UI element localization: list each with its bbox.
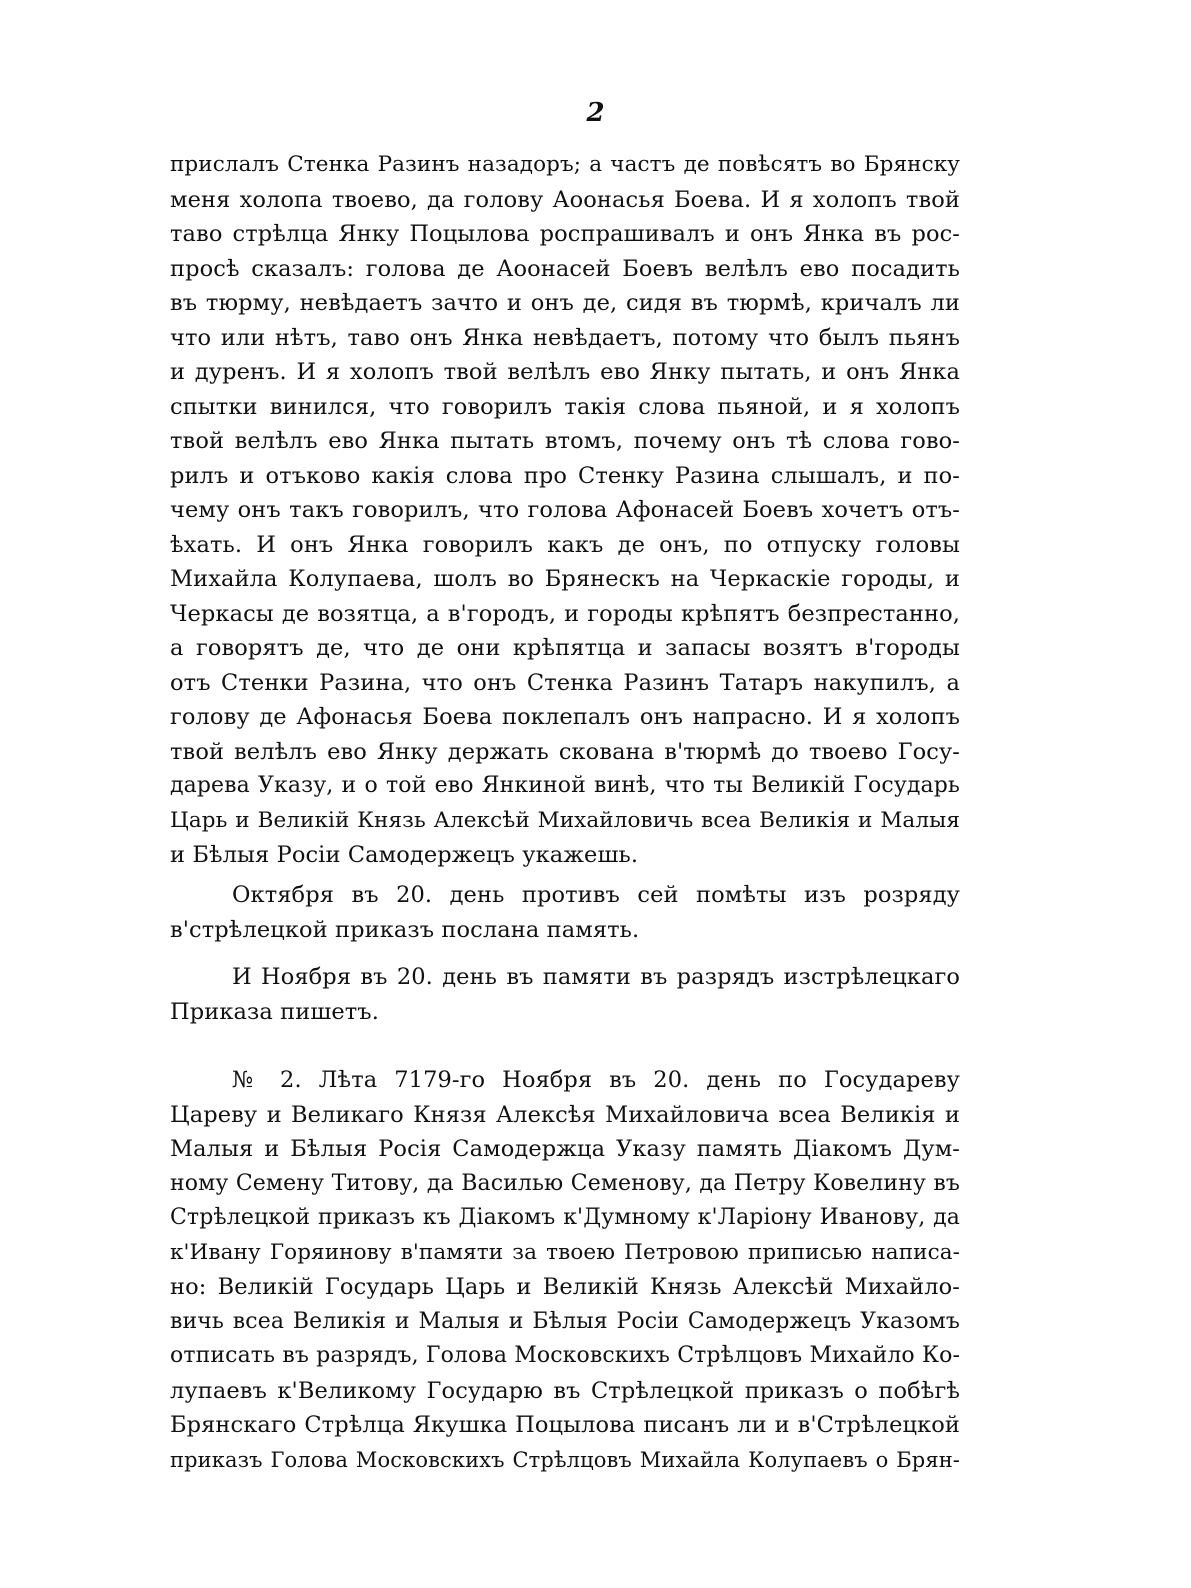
text-line: И Ноября въ 20. день въ памяти въ разрядъ изстрѣлецкаго: [232, 964, 960, 990]
text-line: Малыя и Бѣлыя Росія Самодержца Указу память Діакомъ Дум-: [170, 1136, 960, 1162]
paragraph-1: [170, 148, 960, 873]
text-line: № 2. Лѣта 7179-го Ноября въ 20. день по Государеву: [232, 1067, 960, 1093]
text-line: вичь всеа Великія и Малыя и Бѣлыя Росіи Самодержецъ Указомъ: [170, 1308, 960, 1334]
text-line: Приказа пишетъ.: [170, 998, 379, 1025]
text-line: Стрѣлецкой приказъ къ Діакомъ к'Думному к'Ларіону Иванову, да: [170, 1205, 960, 1230]
text-line: Брянскаго Стрѣлца Якушка Поцылова писанъ ли и в'Стрѣлецкой: [170, 1412, 960, 1438]
text-line: что или нѣтъ, таво онъ Янка невѣдаетъ, потому что былъ пьянъ: [170, 324, 960, 351]
text-line: отъ Стенки Разина, что онъ Стенка Разинъ Татаръ накупилъ, а: [170, 669, 960, 696]
text-line: прислалъ Стенка Разинъ назадоръ; а частъ де повѣсятъ во Брянску: [170, 152, 960, 177]
text-line: въ тюрму, невѣдаетъ зачто и онъ де, сидя въ тюрмѣ, кричалъ ли: [170, 290, 960, 316]
text-line: чему онъ такъ говорилъ, что голова Афонасей Боевъ хочетъ отъ-: [170, 497, 960, 523]
text-line: Черкасы де возятца, а в'городъ, и городы крѣпятъ безпрестанно,: [170, 600, 960, 627]
text-line: к'Ивану Горяинову в'памяти за твоею Петровою приписью написа-: [170, 1239, 960, 1265]
text-line: дарева Указу, и о той ево Янкиной винѣ, что ты Великій Государь: [170, 773, 960, 798]
text-line: рилъ и отъково какія слова про Стенку Разина слышалъ, и по-: [170, 462, 960, 489]
text-line: Михайла Колупаева, шолъ во Брянескъ на Черкаскіе городы, и: [170, 566, 960, 592]
text-line: а говорятъ де, что де они крѣпятца и запасы возятъ в'городы: [170, 635, 960, 661]
text-line: меня холопа твоево, да голову Аоонасья Боева. И я холопъ твой: [170, 186, 960, 213]
text-line: лупаевъ к'Великому Государю въ Стрѣлецкой приказъ о побѣгѣ: [170, 1377, 960, 1404]
text-line: Царь и Великій Князь Алексѣй Михайловичь всеа Великія и Малыя: [170, 807, 960, 833]
text-line: ѣхать. И онъ Янка говорилъ какъ де онъ, по отпуску головы: [170, 531, 960, 558]
text-line: но: Великій Государь Царь и Великій Князь Алексѣй Михайло-: [170, 1274, 960, 1300]
paragraph-2: [170, 878, 960, 947]
page-number: 2: [586, 98, 605, 128]
text-line: приказъ Голова Московскихъ Стрѣлцовъ Михайла Колупаевъ о Брян-: [170, 1447, 960, 1472]
text-line: таво стрѣлца Янку Поцылова роспрашивалъ и онъ Янка въ рос-: [170, 221, 960, 247]
text-line: в'стрѣлецкой приказъ послана память.: [170, 916, 640, 943]
text-line: спытки винился, что говорилъ такія слова пьяной, и я холопъ: [170, 393, 960, 420]
text-line: ному Семену Титову, да Василью Семенову, да Петру Ковелину въ: [170, 1170, 960, 1196]
paragraph-3: [170, 960, 960, 1029]
text-line: и Бѣлыя Росіи Самодержецъ укажешь.: [170, 842, 639, 868]
text-line: Цареву и Великаго Князя Алексѣя Михайловича всеа Великія и: [170, 1101, 960, 1128]
text-line: твой велѣлъ ево Янку держать скована в'тюрмѣ до твоево Госу-: [170, 738, 960, 765]
paragraph-4: [170, 1063, 960, 1477]
text-line: голову де Афонасья Боева поклепалъ онъ напрасно. И я холопъ: [170, 704, 960, 730]
text-line: Октября въ 20. день противъ сей помѣты изъ розряду: [232, 882, 960, 908]
text-line: просѣ сказалъ: голова де Аоонасей Боевъ велѣлъ ево посадить: [170, 255, 960, 282]
text-line: твой велѣлъ ево Янка пытать втомъ, почему онъ тѣ слова гово-: [170, 428, 960, 454]
text-line: и дуренъ. И я холопъ твой велѣлъ ево Янку пытать, и онъ Янка: [170, 359, 960, 385]
text-line: отписать въ разрядъ, Голова Московскихъ Стрѣлцовъ Михайло Ко-: [170, 1343, 960, 1368]
